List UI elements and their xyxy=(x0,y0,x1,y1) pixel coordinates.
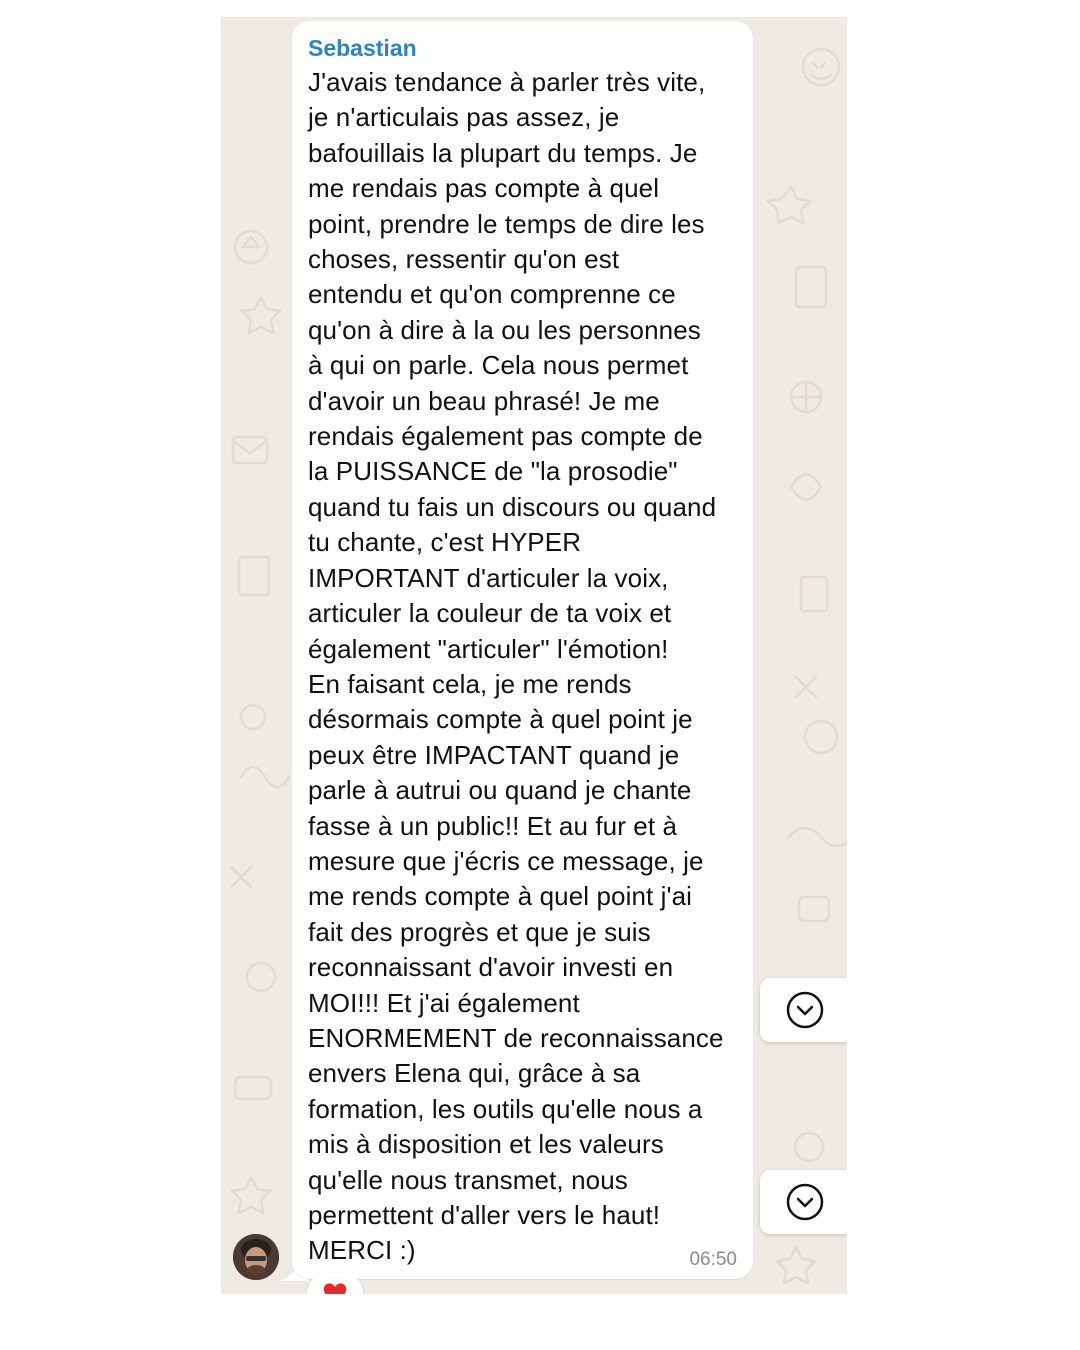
scroll-down-button[interactable] xyxy=(760,978,847,1042)
chevron-down-circle-icon xyxy=(785,990,825,1030)
chat-area xyxy=(221,17,847,1294)
heart-emoji-icon xyxy=(307,1273,363,1294)
message-timestamp: 06:50 xyxy=(689,1249,737,1270)
message-text: J'avais tendance à parler très vite, je n'articulais pas assez, je bafouillais la plupart du temps. Je me rendais pas compte à quel point, prendre le temps de dire les choses, ressentir qu'on est entendu et qu'on comprenne ce qu'on à dire à la ou les personnes à qui on parle. Cela nous permet d'avoir un beau phrasé! Je me rendais également pas compte de la PUISSANCE de "la prosodie" quand tu fais un discours ou quand tu chante, c'est HYPER IMPORTANT d'articuler la voix, articuler la couleur de ta voix et également "articuler" l'émotion! En faisant cela, je me rends désormais compte à quel point je peux être IMPACTANT quand je parle à autrui ou quand je chante fasse à un public!! Et au fur et à mesure que j'écris ce message, je me rends compte à quel point j'ai fait des progrès et que je suis reconnaissant d'avoir investi en MOI!!! Et j'ai également ENORMEMENT de reconnaissance envers Elena qui, grâce à sa formation, les outils qu'elle nous a mis à disposition et les valeurs qu'elle nous transmet, nous permettent d'aller vers le haut! MERCI :) xyxy=(308,67,724,1266)
avatar-photo xyxy=(233,1234,279,1280)
sender-avatar[interactable] xyxy=(233,1234,279,1280)
message-bubble[interactable] xyxy=(292,21,753,1279)
sender-name[interactable]: Sebastian xyxy=(308,35,417,61)
scroll-down-button-secondary[interactable] xyxy=(760,1170,847,1234)
reaction-badge[interactable] xyxy=(307,1273,363,1294)
chevron-down-circle-icon xyxy=(785,1182,825,1222)
